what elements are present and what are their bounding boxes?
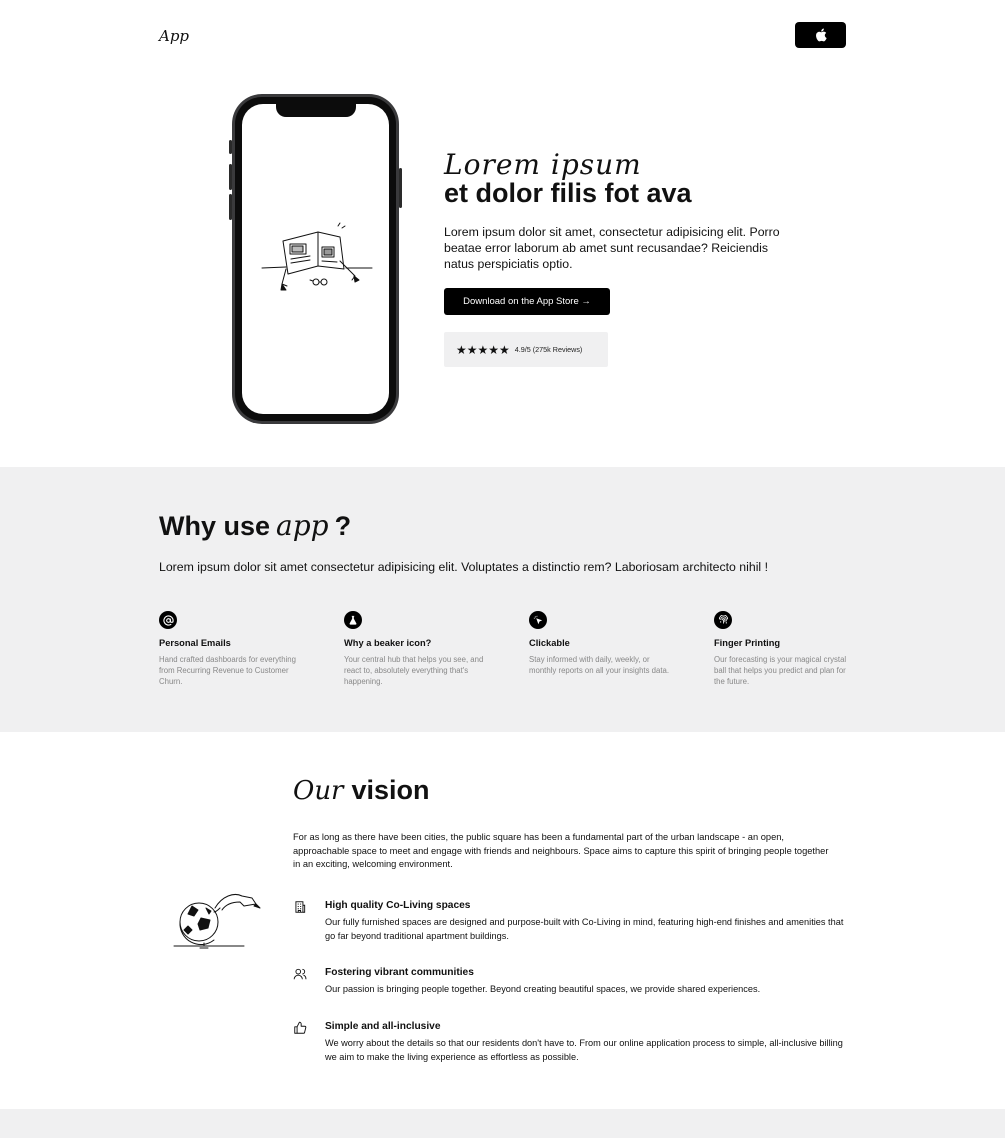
rating-text: 4.9/5 (275k Reviews): [514, 345, 583, 354]
globe-illustration: [170, 888, 262, 954]
download-app-store-button[interactable]: Download on the App Store →: [444, 288, 610, 315]
feature-title: Finger Printing: [714, 638, 781, 648]
reading-newspaper-illustration: [260, 214, 380, 304]
thumbs-up-icon: [293, 1021, 307, 1035]
why-title-suffix: ?: [334, 511, 352, 541]
beaker-icon: [344, 611, 362, 629]
fingerprint-icon: [714, 611, 732, 629]
feature-description: Your central hub that helps you see, and react to, absolutely everything that's happening.: [344, 655, 484, 686]
feature-description: Hand crafted dashboards for everything from Recurring Revenue to Customer Churn.: [159, 655, 296, 686]
feature-title: Personal Emails: [159, 638, 231, 648]
hero-title-script: Lorem ipsum: [444, 148, 642, 181]
vision-item-title: Fostering vibrant communities: [325, 967, 474, 978]
app-logo[interactable]: App: [159, 27, 190, 45]
rating-stars: ★★★★★: [456, 342, 510, 357]
apple-icon: [815, 28, 827, 42]
hero-title: et dolor filis fot ava: [444, 178, 692, 208]
feature-title: Why a beaker icon?: [344, 638, 432, 648]
vision-title-script: Our: [293, 776, 344, 806]
users-icon: [293, 967, 307, 981]
vision-title-bold: vision: [351, 775, 430, 805]
feature-description: Stay informed with daily, weekly, or monthly reports on all your insights data.: [529, 655, 669, 675]
at-sign-icon: [159, 611, 177, 629]
feature-item: [529, 611, 669, 676]
apple-download-button[interactable]: [795, 22, 846, 48]
vision-description: For as long as there have been cities, the public square has been a fundamental part of the urban landscape - an open, approachable space to meet and engage with friends and neighbours. Space aims to capture this spirit of bringing people together in an exciting, welcoming environment.: [293, 832, 829, 869]
footer-section: [0, 1109, 1005, 1138]
why-description: Lorem ipsum dolor sit amet consectetur adipisicing elit. Voluptates a distinctio rem? Laboriosam architecto nihil !: [159, 560, 768, 574]
phone-notch: [276, 104, 356, 117]
vision-title: [293, 775, 430, 806]
feature-item: [714, 611, 854, 687]
feature-description: Our forecasting is your magical crystal ball that helps you predict and plan for the future.: [714, 655, 847, 686]
why-title-prefix: Why use: [159, 511, 271, 541]
rating-box: [444, 332, 608, 367]
why-title: [159, 509, 351, 542]
phone-mockup: [232, 94, 399, 424]
phone-screen: [242, 104, 389, 414]
cursor-click-icon: [529, 611, 547, 629]
why-section: [0, 467, 1005, 732]
feature-item: [159, 611, 299, 687]
vision-item-description: Our fully furnished spaces are designed and purpose-built with Co-Living in mind, featuring high-end finishes and amenities that go far beyond traditional apartment buildings.: [325, 917, 844, 941]
vision-item-description: We worry about the details so that our residents don't have to. From our online application process to simple, all-inclusive billing we aim to make the living experience as effortless as possible.: [325, 1038, 843, 1062]
feature-item: [344, 611, 484, 687]
hero-description: Lorem ipsum dolor sit amet, consectetur adipisicing elit. Porro beatae error laborum ab amet sunt recusandae? Reiciendis natus perspiciatis optio.: [444, 225, 780, 271]
building-icon: [293, 900, 307, 914]
feature-title: Clickable: [529, 638, 570, 648]
vision-item-title: Simple and all-inclusive: [325, 1021, 441, 1032]
vision-item-title: High quality Co-Living spaces: [325, 900, 471, 911]
vision-item-description: Our passion is bringing people together. Beyond creating beautiful spaces, we provide shared experiences.: [325, 984, 761, 994]
why-title-script: app: [276, 509, 329, 542]
